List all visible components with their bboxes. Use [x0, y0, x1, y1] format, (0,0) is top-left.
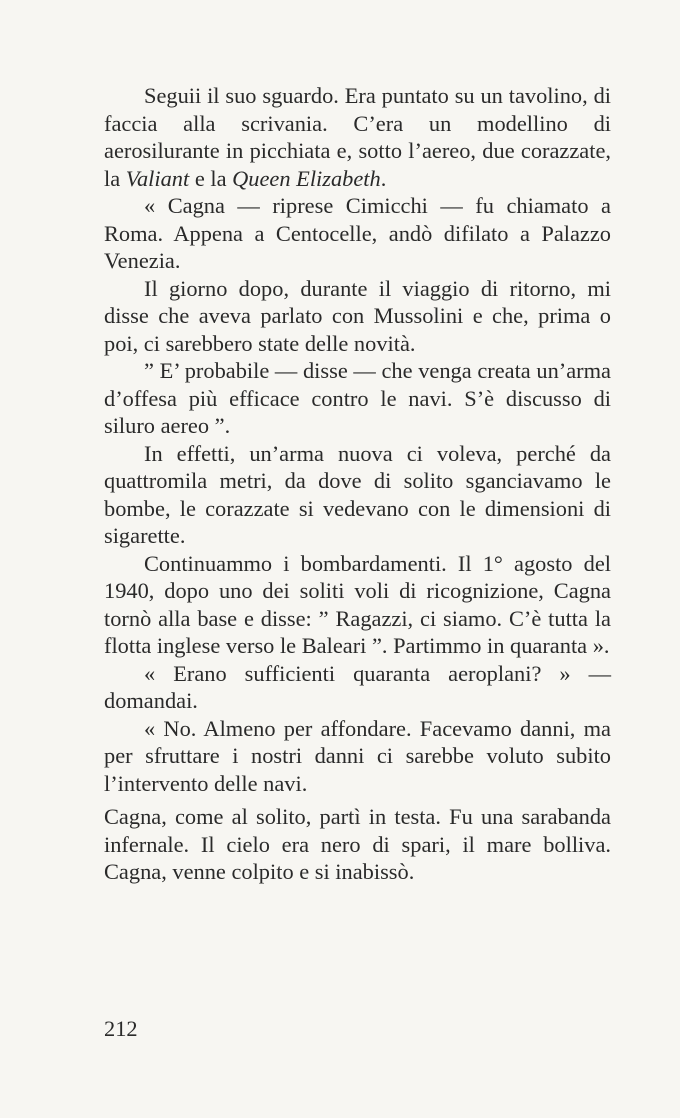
- book-page-text: [104, 82, 611, 886]
- paragraph-text: Seguii il suo sguardo. Era puntato su un tavolino, di faccia alla scrivania. C’era un modellino di aerosilurante in picchiata e, sotto l’aereo, due corazzate, la: [104, 83, 611, 191]
- paragraph-text: e la: [189, 165, 233, 191]
- paragraph: « Cagna — riprese Cimicchi — fu chiamato a Roma. Appena a Centocelle, andò difilato a Palazzo Venezia.: [104, 193, 611, 273]
- ship-name-valiant: Valiant: [125, 165, 190, 191]
- paragraph: ” E’ probabile — disse — che venga creata un’arma d’offesa più efficace contro le navi. S’è discusso di siluro aereo ”.: [104, 358, 611, 438]
- paragraph: Cagna, come al solito, partì in testa. Fu una sarabanda infernale. Il cielo era nero di spari, il mare bolliva. Cagna, venne colpito e si inabissò.: [104, 804, 611, 884]
- page-number: 212: [104, 1016, 138, 1041]
- paragraph: [104, 82, 611, 192]
- paragraph: « No. Almeno per affondare. Facevamo danni, ma per sfruttare i nostri danni ci sarebbe voluto subito l’intervento delle navi.: [104, 715, 611, 796]
- paragraph: Il giorno dopo, durante il viaggio di ritorno, mi disse che aveva parlato con Mussolini e che, prima o poi, ci sarebbero state delle novità.: [104, 275, 611, 356]
- paragraph: Continuammo i bombardamenti. Il 1° agosto del 1940, dopo uno dei soliti voli di ricognizione, Cagna tornò alla base e disse: ” Ragazzi, ci siamo. C’è tutta la flotta inglese verso le Baleari ”. Partimmo in quaranta ».: [104, 550, 611, 658]
- ship-name-queen-elizabeth: Queen Elizabeth: [232, 165, 381, 191]
- paragraph: « Erano sufficienti quaranta aeroplani? » — domandai.: [104, 660, 611, 713]
- paragraph: In effetti, un’arma nuova ci voleva, perché da quattromila metri, da dove di solito sganciavamo le bombe, le corazzate si vedevano con le dimensioni di sigarette.: [104, 440, 611, 548]
- paragraph-text: .: [380, 165, 387, 191]
